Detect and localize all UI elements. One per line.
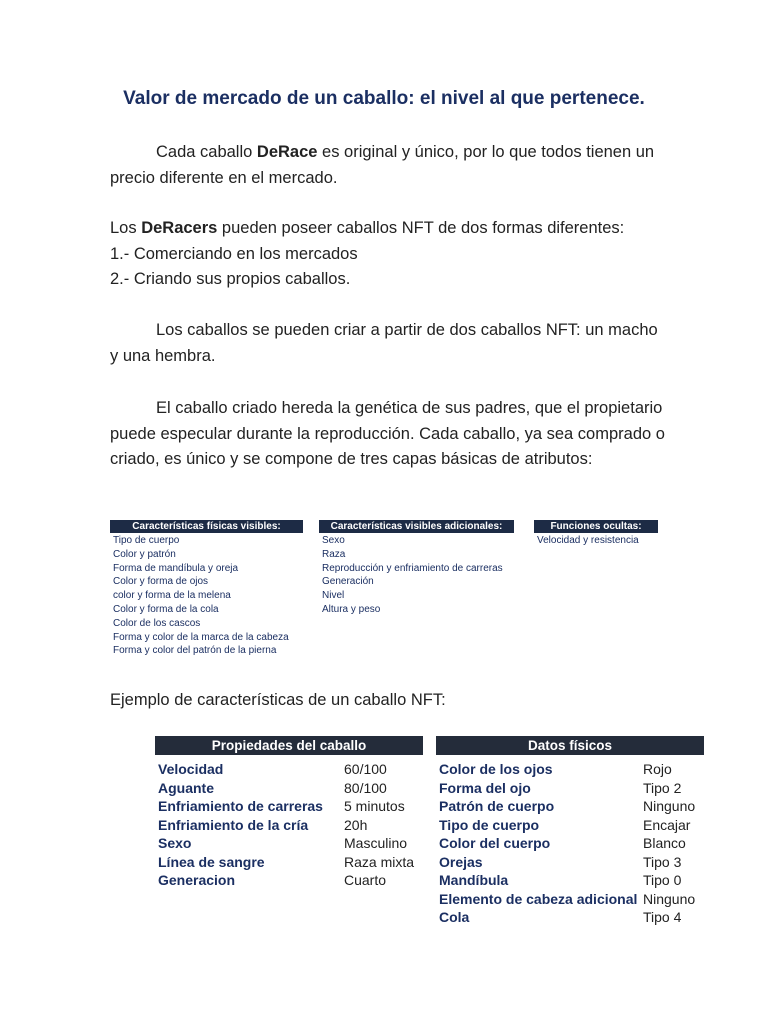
row-value: 80/100 xyxy=(344,779,387,796)
attribute-table-header: Características físicas visibles: xyxy=(110,520,303,533)
p3-text: Los caballos se pueden criar a partir de dos caballos NFT: un macho y una hembra. xyxy=(110,321,658,365)
table-row xyxy=(155,834,423,853)
list-item-2: 2.- Criando sus propios caballos. xyxy=(110,270,351,288)
row-value: Tipo 0 xyxy=(643,872,682,888)
physical-table-body xyxy=(436,755,704,927)
attribute-list xyxy=(110,533,303,658)
p2-post: pueden poseer caballos NFT de dos formas diferentes: xyxy=(217,219,625,237)
attribute-item: Forma y color del patrón de la pierna xyxy=(113,645,277,657)
row-key: Enfriamiento de la cría xyxy=(158,816,309,833)
p1-post: es original y único, por lo que todos tienen un precio diferente en el mercado. xyxy=(110,143,655,187)
paragraph-genetics xyxy=(110,396,670,473)
attribute-item: Velocidad y resistencia xyxy=(537,535,639,546)
table-row xyxy=(155,760,423,779)
properties-table xyxy=(155,736,423,890)
row-value: Tipo 4 xyxy=(643,909,682,925)
table-row xyxy=(155,853,423,872)
row-key: Cola xyxy=(439,909,470,925)
attribute-item: Raza xyxy=(322,548,346,560)
list-item-1: 1.- Comerciando en los mercados xyxy=(110,244,358,263)
properties-table-header: Propiedades del caballo xyxy=(155,736,423,755)
row-key: Color de los ojos xyxy=(439,761,553,777)
attribute-item: Sexo xyxy=(322,535,345,546)
row-key: Orejas xyxy=(439,853,483,870)
attribute-table-hidden xyxy=(534,520,658,548)
row-value: Ninguno xyxy=(643,890,696,907)
row-value: Tipo 2 xyxy=(643,779,682,796)
attribute-table-additional xyxy=(319,520,514,617)
row-value: 20h xyxy=(344,816,368,833)
row-key: Velocidad xyxy=(158,761,224,777)
attribute-table-header: Funciones ocultas: xyxy=(534,520,658,533)
paragraph-breeding xyxy=(110,318,670,369)
row-value: 5 minutos xyxy=(344,798,405,814)
table-row xyxy=(436,853,704,872)
attribute-item: Color y forma de ojos xyxy=(113,576,209,588)
table-row xyxy=(155,871,423,890)
paragraph-intro xyxy=(110,140,670,191)
row-key: Enfriamiento de carreras xyxy=(158,798,323,814)
row-value: Encajar xyxy=(643,816,691,833)
attribute-item: Forma y color de la marca de la cabeza xyxy=(113,631,289,643)
row-value: Cuarto xyxy=(344,872,387,888)
row-key: Mandíbula xyxy=(439,872,509,888)
attribute-list xyxy=(534,533,658,548)
row-key: Línea de sangre xyxy=(158,853,265,870)
paragraph-ownership xyxy=(110,216,670,293)
table-row xyxy=(436,890,704,909)
attribute-item: Altura y peso xyxy=(322,603,381,615)
attribute-item: Forma de mandíbula y oreja xyxy=(113,562,239,574)
row-value: 60/100 xyxy=(344,761,387,777)
row-key: Patrón de cuerpo xyxy=(439,798,555,814)
brand-derace: DeRace xyxy=(256,143,318,161)
row-value: Raza mixta xyxy=(344,853,415,870)
attribute-item: Generación xyxy=(322,576,374,588)
row-key: Sexo xyxy=(158,835,192,851)
table-row xyxy=(436,797,704,816)
row-key: Generacion xyxy=(158,872,236,888)
physical-table-header: Datos físicos xyxy=(436,736,704,755)
table-row xyxy=(155,797,423,816)
row-value: Tipo 3 xyxy=(643,853,682,870)
attribute-item: Color y forma de la cola xyxy=(113,603,219,615)
table-row xyxy=(436,871,704,890)
row-key: Color del cuerpo xyxy=(439,835,551,851)
p2-pre: Los xyxy=(110,219,142,237)
row-key: Elemento de cabeza adicional xyxy=(439,890,638,907)
properties-table-body xyxy=(155,755,423,890)
p1-pre: Cada caballo xyxy=(156,143,257,161)
attribute-table-physical xyxy=(110,520,303,658)
table-row xyxy=(436,834,704,853)
table-row xyxy=(436,816,704,835)
p4-text: El caballo criado hereda la genética de sus padres, que el propietario puede especular durante la reproducción. Cada caballo, ya sea comprado o criado, es único y se compone de tres capas básicas de atributos: xyxy=(110,399,665,468)
attribute-item: color y forma de la melena xyxy=(113,590,231,602)
attribute-list xyxy=(319,533,514,617)
table-row xyxy=(436,779,704,798)
attribute-item: Reproducción y enfriamiento de carreras xyxy=(322,562,503,574)
row-value: Ninguno xyxy=(643,798,696,814)
attribute-table-header: Características visibles adicionales: xyxy=(319,520,514,533)
table-row xyxy=(155,779,423,798)
row-value: Blanco xyxy=(643,835,686,851)
brand-deracers: DeRacers xyxy=(141,219,218,237)
row-key: Aguante xyxy=(158,779,214,796)
example-label: Ejemplo de características de un caballo NFT: xyxy=(110,691,446,709)
attribute-item: Color de los cascos xyxy=(113,617,201,629)
table-row xyxy=(436,760,704,779)
physical-table xyxy=(436,736,704,927)
attribute-item: Nivel xyxy=(322,590,345,602)
attribute-item: Tipo de cuerpo xyxy=(113,535,180,546)
attribute-item: Color y patrón xyxy=(113,548,176,560)
row-value: Masculino xyxy=(344,835,408,851)
row-key: Forma del ojo xyxy=(439,779,531,796)
row-value: Rojo xyxy=(643,761,672,777)
table-row xyxy=(436,908,704,927)
document-title: Valor de mercado de un caballo: el nivel al que pertenece. xyxy=(123,88,645,109)
row-key: Tipo de cuerpo xyxy=(439,816,540,833)
table-row xyxy=(155,816,423,835)
